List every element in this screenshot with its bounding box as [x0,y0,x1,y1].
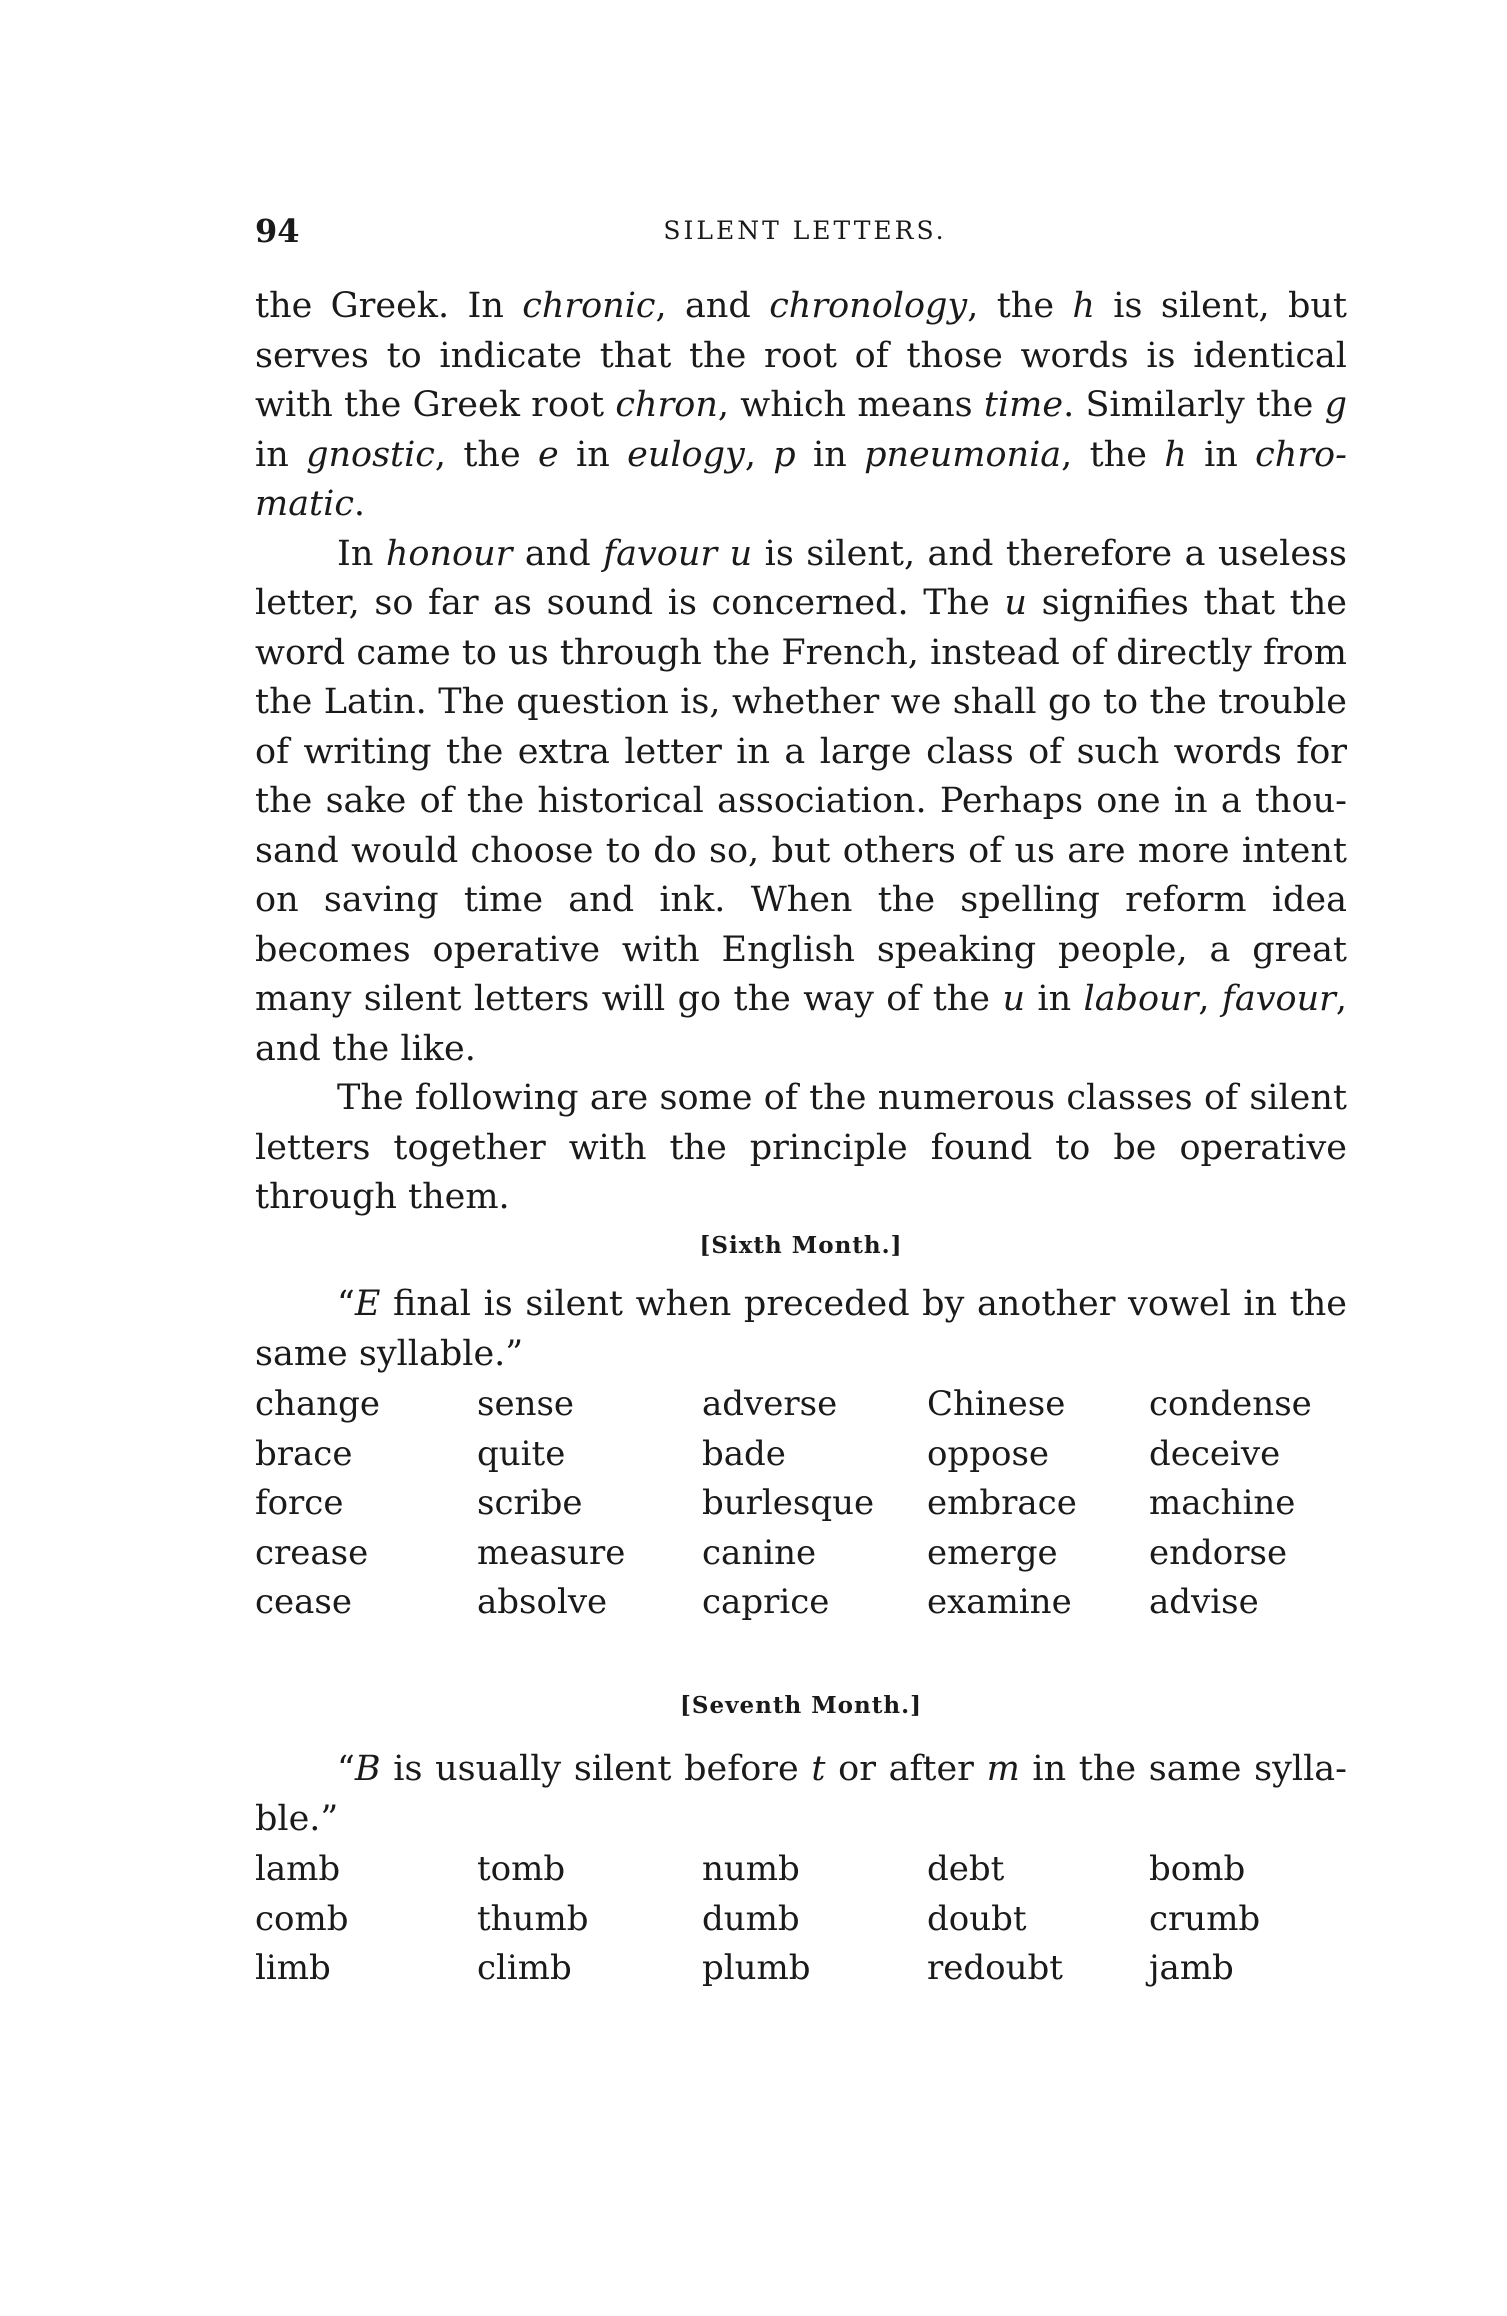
italic-term: gnostic [306,434,435,475]
word-list-item: brace [255,1433,353,1474]
word-list-item: crease [255,1532,369,1573]
paragraph: the Greek. In chronic, and chronology, the h is silent, but serves to indicate that the root of those words is identical with the Greek root chron, which means time. Similarly the g in gnostic, the e in eulogy, p in pneumonia, the h in chro-matic. [255,286,1347,524]
page-number: 94 [255,212,300,250]
word-list-item: plumb [702,1948,811,1988]
word-list-item: crumb [1149,1898,1261,1939]
italic-term: pneumonia [864,434,1062,475]
word-list-item: absolve [477,1582,608,1622]
word-list-item: debt [927,1849,1005,1889]
word-list-item: emerge [927,1532,1058,1573]
word-list-item: limb [255,1948,331,1988]
italic-term: E [354,1284,381,1324]
italic-term: chro-matic [255,434,1347,524]
section-label-sixth-month: [Sixth Month.] [699,1232,903,1259]
rule-e-final [255,1280,1347,1379]
word-list-item: doubt [927,1898,1027,1939]
word-list-item: numb [702,1849,800,1889]
word-list-item: comb [255,1898,349,1939]
italic-term: t [811,1749,826,1789]
word-list-item: oppose [927,1433,1050,1474]
italic-term: chronic [522,286,656,326]
word-list-item: tomb [477,1849,566,1889]
word-list-item: Chinese [927,1384,1066,1424]
italic-term: chronology [769,286,968,326]
italic-term: u [1004,583,1027,623]
word-list-item: deceive [1149,1433,1281,1474]
italic-term: labour [1083,979,1199,1019]
word-list-item: sense [477,1384,575,1424]
word-list-item: advise [1149,1582,1259,1622]
word-list-item: canine [702,1532,817,1573]
word-list-item: burlesque [702,1483,875,1523]
word-list-item: condense [1149,1384,1312,1424]
word-list-item: climb [477,1948,572,1988]
page-header [255,212,1355,262]
italic-term: favour u [603,533,753,574]
italic-term: B [354,1749,381,1789]
italic-term: favour [1221,979,1336,1019]
word-list-sixth-month [255,1380,1347,1628]
italic-term: u [1002,979,1025,1019]
word-list-item: measure [477,1532,626,1573]
running-head: SILENT LETTERS. [663,216,947,245]
word-list-item: dumb [702,1898,800,1939]
italic-term: eulogy [627,434,745,475]
italic-term: m [986,1749,1020,1789]
word-list-item: embrace [927,1483,1077,1523]
italic-term: p [773,434,796,475]
word-list-item: force [255,1483,344,1523]
italic-term: chron [615,385,718,425]
word-list-item: lamb [255,1849,341,1889]
word-list-item: quite [477,1433,566,1474]
word-list-item: endorse [1149,1532,1288,1573]
word-list-item: change [255,1384,380,1424]
italic-term: e [538,434,559,475]
italic-term: time [983,385,1064,425]
paragraph: The following are some of the numerous classes of silent letters together with the principle found to be operative through them. [255,1078,1347,1217]
rule-text: “B is usually silent before t or after m in the same sylla-ble.” [255,1749,1347,1839]
italic-term: h [1164,434,1187,475]
main-text [255,282,1347,1223]
word-list-item: adverse [702,1384,838,1424]
word-list-item: bade [702,1433,786,1474]
rule-text: “E final is silent when preceded by another vowel in the same syllable.” [255,1284,1347,1374]
italic-term: honour [385,533,513,574]
word-list-item: caprice [702,1582,830,1622]
word-list-item: machine [1149,1483,1296,1523]
word-list-item: cease [255,1582,353,1622]
italic-term: h [1072,286,1095,326]
italic-term: g [1324,385,1347,425]
section-label-seventh-month: [Seventh Month.] [680,1692,922,1719]
word-list-item: thumb [477,1898,589,1939]
word-list-item: jamb [1149,1948,1234,1988]
word-list-item: examine [927,1582,1072,1622]
word-list-item: bomb [1149,1849,1246,1889]
rule-b-silent [255,1745,1347,1844]
word-list-item: redoubt [927,1948,1063,1988]
paragraph: In honour and favour u is silent, and therefore a useless letter, so far as sound is concerned. The u signifies that the word came to us through the French, instead of directly from the Latin. The question is, whether we shall go to the trouble of writing the extra letter in a large class of such words for the sake of the historical association. Perhaps one in a thou-sand would choose to do so, but others of us are more intent on saving time and ink. When the spelling reform idea becomes operative with English speaking people, a great many silent letters will go the way of the u in labour, favour, and the like. [255,533,1347,1069]
word-list-item: scribe [477,1483,583,1523]
word-list-seventh-month [255,1845,1347,1994]
